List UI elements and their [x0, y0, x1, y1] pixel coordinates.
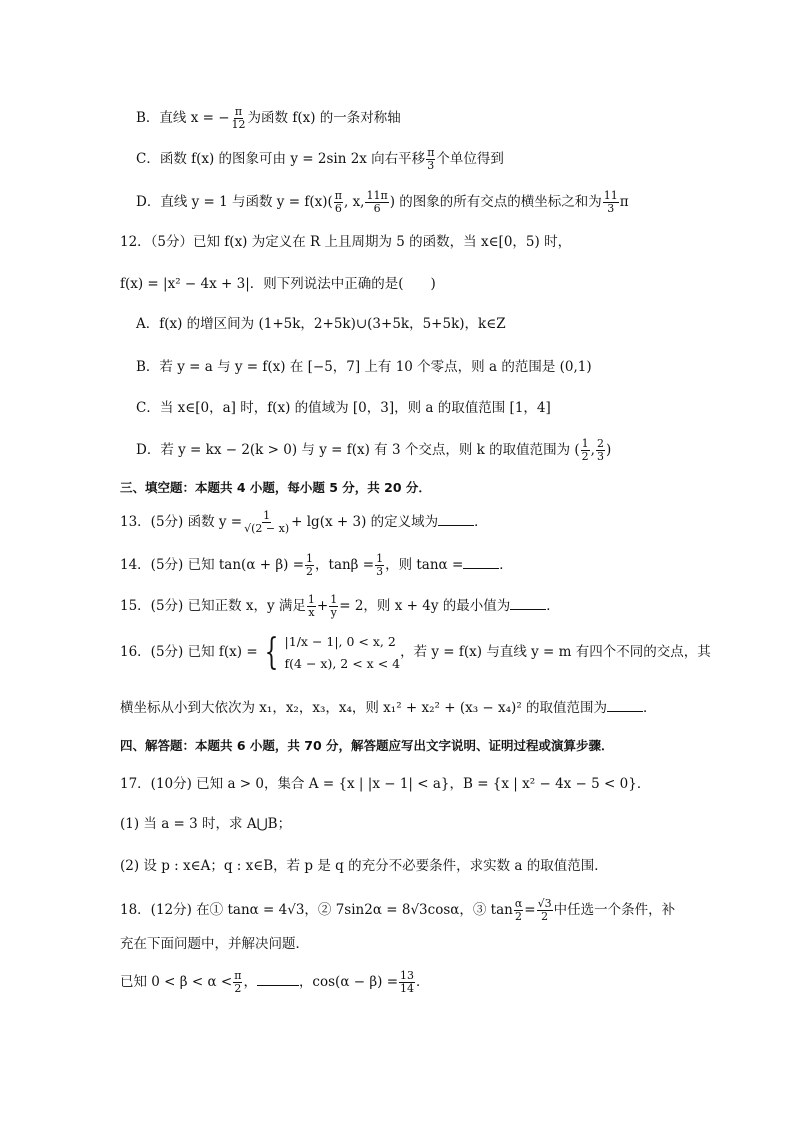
text: ．	[474, 514, 488, 530]
q12-option-b: B．若 y = a 与 y = f(x) 在 [−5，7] 上有 10 个零点，则 a 的范围是 (0,1)	[136, 359, 592, 375]
numerator: √3	[537, 897, 552, 910]
text: ．	[499, 557, 513, 573]
numerator: π	[334, 189, 342, 202]
text: ，	[243, 974, 257, 990]
denominator: 2	[234, 982, 242, 995]
denominator: 3	[427, 159, 435, 172]
q12-option-a: A．f(x) 的增区间为 (1+5k，2+5k)∪(3+5k，5+5k)，k∈Z	[136, 316, 506, 332]
numerator: π	[234, 969, 242, 982]
q17-stem: 17．(10分) 已知 a > 0，集合 A = {x | |x − 1| < a}，B = {x | x² − 4x − 5 < 0}．	[120, 776, 651, 792]
case-2: f(4 − x), 2 < x < 4	[284, 655, 401, 671]
q16-line1	[120, 630, 711, 675]
q17-part2: (2) 设 p : x∈A；q : x∈B，若 p 是 q 的充分不必要条件，求实数 a 的取值范围．	[120, 858, 608, 874]
text: ) 的图象的所有交点的横坐标之和为	[389, 194, 602, 210]
denominator: 2	[541, 910, 549, 923]
fraction	[426, 147, 435, 172]
text: +	[316, 598, 329, 614]
text: ．	[416, 974, 430, 990]
text: 个单位得到	[436, 151, 504, 167]
answer-blank[interactable]	[438, 513, 474, 526]
denominator: 3	[607, 202, 615, 215]
text: C．函数 f(x) 的图象可由 y = 2sin 2x 向右平移	[136, 151, 426, 167]
denominator: 2	[515, 910, 523, 923]
fraction	[243, 510, 290, 535]
q12-stem-line1: 12．（5分）已知 f(x) 为定义在 R 上且周期为 5 的函数，当 x∈[0，5) 时，	[120, 234, 572, 250]
denominator: 3	[596, 450, 604, 463]
numerator: 1	[263, 509, 271, 522]
numerator: 13	[400, 969, 415, 982]
q16-line2	[120, 698, 657, 718]
numerator: 2	[596, 437, 604, 450]
fraction	[603, 190, 619, 215]
answer-blank[interactable]	[463, 556, 499, 569]
fraction	[514, 898, 523, 923]
section-heading-solutions: 四、解答题：本题共 6 小题，共 70 分，解答题应写出文字说明、证明过程或演算步骤．	[120, 738, 614, 753]
text: , x,	[343, 194, 365, 210]
q14	[120, 553, 513, 578]
numerator: π	[427, 146, 435, 159]
text: ，tanβ =	[315, 557, 375, 573]
text: )	[605, 442, 612, 458]
text: ，cos(α − β) =	[298, 974, 399, 990]
q18-stem-line1	[120, 898, 675, 923]
denominator: x	[308, 606, 315, 619]
text: 中任选一个条件，补	[553, 902, 676, 918]
text: ，则 tanα =	[385, 557, 464, 573]
numerator: 11	[603, 189, 618, 202]
numerator: 11π	[366, 189, 388, 202]
denominator: 3	[376, 565, 384, 578]
q18-stem-line2: 充在下面问题中，并解决问题．	[120, 936, 309, 952]
denominator: 12	[231, 118, 246, 131]
q11-option-c	[136, 147, 504, 172]
q13	[120, 510, 488, 535]
text: D．若 y = kx − 2(k > 0) 与 y = f(x) 有 3 个交点，则 k 的取值范围为 (	[136, 442, 580, 458]
case-1: |1/x − 1|, 0 < x, 2	[284, 633, 396, 649]
piecewise-cases	[285, 631, 401, 675]
condition-blank[interactable]	[257, 973, 299, 986]
fraction	[537, 898, 553, 923]
fraction	[233, 970, 242, 995]
text: ．	[546, 598, 560, 614]
fraction	[305, 553, 314, 578]
numerator: 1	[330, 593, 338, 606]
q12-option-c: C．当 x∈[0，a] 时，f(x) 的值域为 [0，3]，则 a 的取值范围 [1，4]	[136, 400, 551, 416]
numerator: 1	[307, 593, 315, 606]
left-brace-icon: {	[264, 631, 278, 673]
text: ,	[590, 442, 595, 458]
q18-stem-line3	[120, 970, 430, 995]
fraction	[329, 594, 338, 619]
denominator: y	[330, 606, 337, 619]
q11-option-b	[136, 106, 401, 131]
numerator: π	[234, 105, 243, 118]
denominator: 6	[373, 202, 381, 215]
numerator: 1	[306, 552, 314, 565]
fraction	[334, 190, 343, 215]
text: ．	[643, 700, 657, 716]
fraction	[375, 553, 384, 578]
fraction	[581, 438, 590, 463]
section-heading-fill-in: 三、填空题：本题共 4 小题，每小题 5 分，共 20 分．	[120, 480, 431, 495]
fraction	[307, 594, 316, 619]
text: 14．(5分) 已知 tan(α + β) =	[120, 557, 305, 573]
text: B．直线 x = −	[136, 110, 230, 126]
q17-part1: (1) 当 a = 3 时，求 A⋃B；	[120, 816, 292, 832]
q12-option-d	[136, 438, 611, 463]
fraction	[399, 970, 415, 995]
denominator: 14	[400, 982, 415, 995]
q11-option-d	[136, 190, 629, 215]
denominator: 6	[334, 202, 342, 215]
text: ，若 y = f(x) 与直线 y = m 有四个不同的交点，其	[400, 644, 711, 660]
denominator: √(2 − x)	[244, 522, 290, 535]
text: π	[619, 194, 629, 210]
numerator: α	[514, 897, 523, 910]
denominator: 2	[306, 565, 314, 578]
text: 18．(12分) 在① tanα = 4√3，② 7sin2α = 8√3cosα，③ tan	[120, 902, 513, 918]
text: = 2，则 x + 4y 的最小值为	[339, 598, 511, 614]
text: + lg(x + 3) 的定义域为	[291, 514, 439, 530]
text: 横坐标从小到大依次为 x₁，x₂，x₃，x₄，则 x₁² + x₂² + (x₃ − x₄)² 的取值范围为	[120, 700, 608, 716]
fraction	[365, 190, 388, 215]
answer-blank[interactable]	[510, 597, 546, 610]
text: 15．(5分) 已知正数 x，y 满足	[120, 598, 306, 614]
text: 16．(5分) 已知 f(x) =	[120, 644, 258, 660]
text: 已知 0 < β < α <	[120, 974, 233, 990]
fraction	[231, 106, 247, 131]
numerator: 1	[376, 552, 384, 565]
answer-blank[interactable]	[607, 699, 643, 712]
denominator: 2	[581, 450, 589, 463]
numerator: 1	[581, 437, 589, 450]
text: =	[524, 902, 536, 918]
text: 为函数 f(x) 的一条对称轴	[247, 110, 401, 126]
text: 13．(5分) 函数 y =	[120, 514, 243, 530]
text: D．直线 y = 1 与函数 y = f(x)(	[136, 194, 333, 210]
q15	[120, 594, 560, 619]
fraction	[596, 438, 605, 463]
q12-stem-line2: f(x) = |x² − 4x + 3|．则下列说法中正确的是( )	[120, 276, 436, 292]
